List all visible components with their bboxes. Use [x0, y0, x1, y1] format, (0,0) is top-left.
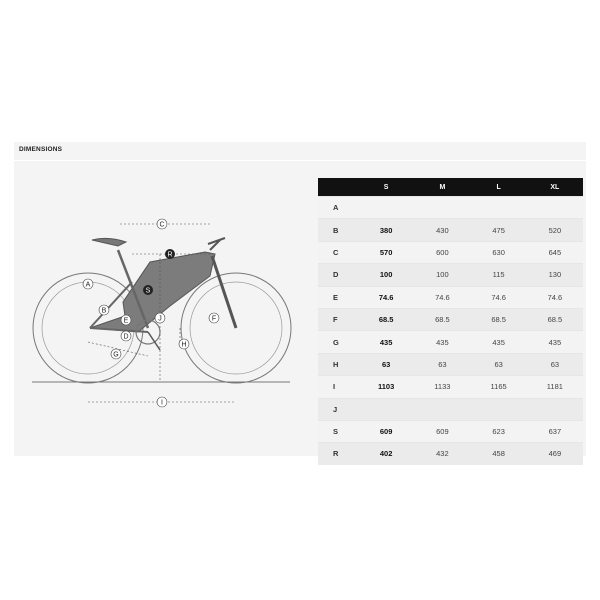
label-f: [209, 313, 219, 323]
cell-xl: 74.6: [527, 286, 583, 308]
svg-text:J: J: [158, 315, 162, 323]
table-row: [318, 241, 583, 263]
label-s: [143, 285, 153, 295]
cell-s: 63: [358, 353, 414, 375]
table-row: [318, 219, 583, 241]
cell-xl: [527, 398, 583, 420]
row-key: I: [318, 376, 358, 398]
svg-text:D: D: [123, 333, 129, 341]
cell-xl: 130: [527, 264, 583, 286]
cell-m: 100: [414, 264, 470, 286]
svg-text:C: C: [159, 221, 165, 229]
cell-s: 402: [358, 443, 414, 465]
table-row: [318, 398, 583, 420]
cell-xl: [527, 197, 583, 219]
cell-l: [471, 197, 527, 219]
cell-l: 435: [471, 331, 527, 353]
geometry-table: [318, 178, 583, 465]
cell-xl: 637: [527, 420, 583, 442]
cell-s: [358, 197, 414, 219]
cell-xl: 63: [527, 353, 583, 375]
svg-text:A: A: [85, 281, 91, 289]
row-key: F: [318, 308, 358, 330]
cell-m: 1133: [414, 376, 470, 398]
label-i: [157, 397, 167, 407]
cell-l: 68.5: [471, 308, 527, 330]
cell-s: [358, 398, 414, 420]
header-size-s: S: [358, 178, 414, 197]
saddle: [92, 238, 126, 246]
header-key: [318, 178, 358, 197]
cell-l: 475: [471, 219, 527, 241]
cell-m: 435: [414, 331, 470, 353]
cell-s: 380: [358, 219, 414, 241]
cell-s: 609: [358, 420, 414, 442]
table-row: [318, 308, 583, 330]
label-g: [111, 349, 121, 359]
svg-text:G: G: [113, 351, 119, 359]
svg-text:H: H: [181, 341, 187, 349]
label-b: [99, 305, 109, 315]
header-size-m: M: [414, 178, 470, 197]
table-row: [318, 331, 583, 353]
cell-xl: 520: [527, 219, 583, 241]
panel-title: DIMENSIONS: [19, 146, 63, 153]
cell-m: 63: [414, 353, 470, 375]
table-header-row: [318, 178, 583, 197]
cell-l: [471, 398, 527, 420]
cell-l: 63: [471, 353, 527, 375]
cell-l: 458: [471, 443, 527, 465]
cell-m: 600: [414, 241, 470, 263]
row-key: R: [318, 443, 358, 465]
row-key: B: [318, 219, 358, 241]
label-e: [121, 315, 131, 325]
row-key: H: [318, 353, 358, 375]
label-r: [165, 249, 175, 259]
cell-m: [414, 197, 470, 219]
table-row: [318, 376, 583, 398]
table-row: [318, 264, 583, 286]
cell-m: 609: [414, 420, 470, 442]
table-row: [318, 443, 583, 465]
cell-m: 74.6: [414, 286, 470, 308]
cell-s: 68.5: [358, 308, 414, 330]
row-key: S: [318, 420, 358, 442]
bike-geometry-diagram: [30, 210, 295, 420]
divider: [14, 160, 586, 161]
cell-l: 74.6: [471, 286, 527, 308]
cell-l: 115: [471, 264, 527, 286]
table-row: [318, 286, 583, 308]
svg-text:I: I: [161, 399, 163, 407]
svg-text:R: R: [167, 251, 173, 259]
label-d: [121, 331, 131, 341]
svg-text:S: S: [145, 287, 151, 295]
label-a: [83, 279, 93, 289]
row-key: D: [318, 264, 358, 286]
cell-s: 570: [358, 241, 414, 263]
cell-s: 1103: [358, 376, 414, 398]
label-h: [179, 339, 189, 349]
cell-m: 432: [414, 443, 470, 465]
header-size-l: L: [471, 178, 527, 197]
cell-m: [414, 398, 470, 420]
cell-xl: 68.5: [527, 308, 583, 330]
table-row: [318, 197, 583, 219]
cell-l: 1165: [471, 376, 527, 398]
label-j: [155, 313, 165, 323]
row-key: C: [318, 241, 358, 263]
label-c: [157, 219, 167, 229]
table-body: [318, 197, 583, 465]
svg-text:B: B: [101, 307, 107, 315]
cell-xl: 1181: [527, 376, 583, 398]
row-key: A: [318, 197, 358, 219]
svg-text:E: E: [123, 317, 129, 325]
cell-s: 74.6: [358, 286, 414, 308]
crank: [148, 332, 160, 350]
cell-xl: 469: [527, 443, 583, 465]
cell-l: 623: [471, 420, 527, 442]
table-row: [318, 353, 583, 375]
cell-s: 100: [358, 264, 414, 286]
row-key: G: [318, 331, 358, 353]
svg-text:F: F: [211, 315, 217, 323]
cell-m: 430: [414, 219, 470, 241]
table-row: [318, 420, 583, 442]
row-key: J: [318, 398, 358, 420]
cell-xl: 435: [527, 331, 583, 353]
cell-m: 68.5: [414, 308, 470, 330]
row-key: E: [318, 286, 358, 308]
cell-s: 435: [358, 331, 414, 353]
cell-l: 630: [471, 241, 527, 263]
header-size-xl: XL: [527, 178, 583, 197]
cell-xl: 645: [527, 241, 583, 263]
